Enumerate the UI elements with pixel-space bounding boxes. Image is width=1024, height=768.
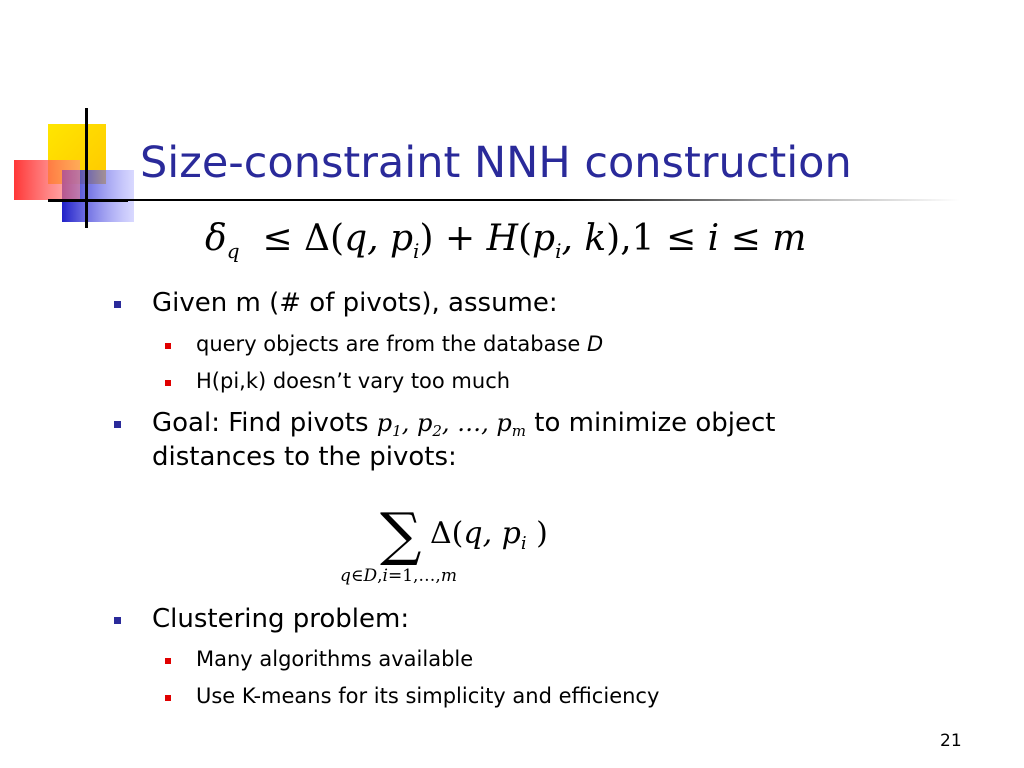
sum-term: Δ(q, $p_i$ ) bbox=[430, 516, 548, 554]
sum-subscript: q∈D,i=1,…,m bbox=[340, 566, 457, 586]
red-block bbox=[14, 160, 80, 200]
bullet-goal-text bbox=[152, 408, 775, 440]
bullet-goal-line2: distances to the pivots: bbox=[152, 442, 457, 472]
main-inequality-formula: $\delta_q \le \Delta(q$, $p_i) + H(p_i$, k),1 ≤ i ≤ m bbox=[205, 218, 807, 263]
database-var: D bbox=[586, 332, 604, 356]
bullet-clustering bbox=[120, 604, 409, 634]
bullet-clustering-text: Clustering problem: bbox=[152, 604, 410, 634]
vertical-rule bbox=[85, 108, 88, 228]
bullet-given bbox=[120, 288, 558, 318]
decorative-corner-graphic bbox=[0, 0, 1024, 240]
slide-title: Size-constraint NNH construction bbox=[140, 138, 852, 188]
page-number: 21 bbox=[940, 731, 962, 751]
goal-pivots: $p_1$, $p_2$, …, $p_m$ bbox=[376, 409, 527, 440]
bullet-goal bbox=[120, 408, 775, 472]
summation-formula bbox=[340, 500, 600, 590]
sub-bullet-algorithms-text: Many algorithms available bbox=[196, 647, 474, 671]
bullet-given-text: Given m (# of pivots), assume: bbox=[152, 288, 558, 318]
query-text: query objects are from the database bbox=[196, 332, 587, 356]
sub-bullet-kmeans bbox=[165, 684, 659, 708]
title-underline bbox=[60, 199, 960, 201]
goal-before: Goal: Find pivots bbox=[152, 408, 377, 438]
goal-after: to minimize object bbox=[526, 408, 776, 438]
sub-bullet-kmeans-text: Use K-means for its simplicity and efficiency bbox=[196, 684, 660, 708]
sub-bullet-query bbox=[165, 332, 603, 356]
sub-bullet-algorithms bbox=[165, 647, 473, 671]
sub-bullet-h-text: H(pi,k) doesn’t vary too much bbox=[196, 369, 511, 393]
sub-bullet-query-text bbox=[196, 332, 603, 356]
sigma-symbol: ∑ bbox=[380, 500, 422, 568]
sub-bullet-h bbox=[165, 369, 510, 393]
